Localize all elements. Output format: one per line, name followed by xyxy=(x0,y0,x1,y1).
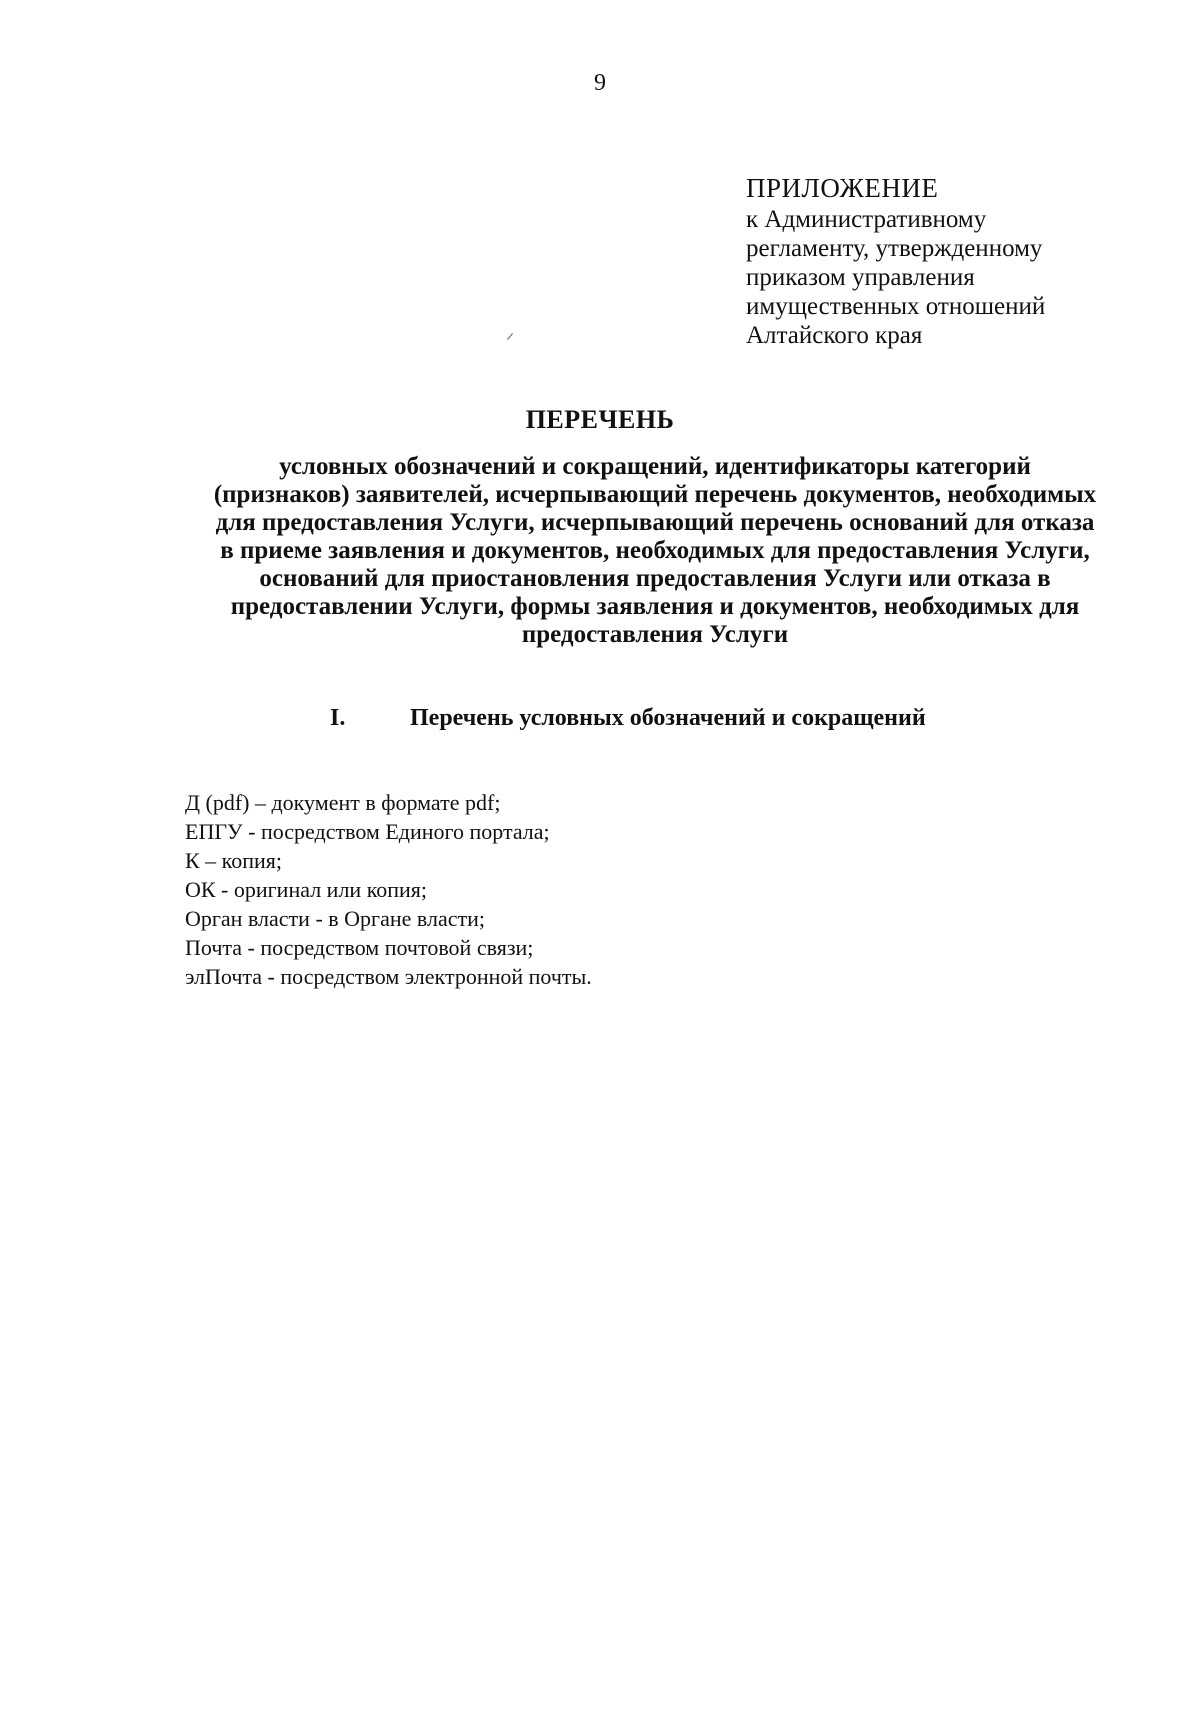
abbreviation-list xyxy=(185,788,1085,991)
abbreviation-item: Д (pdf) – документ в формате pdf; xyxy=(185,790,501,815)
page-number: 9 xyxy=(594,70,606,96)
abbreviation-item: К – копия; xyxy=(185,848,283,873)
document-title: ПЕРЕЧЕНЬ xyxy=(525,405,675,434)
appendix-line: регламенту, утвержденному xyxy=(746,235,1043,262)
appendix-block xyxy=(746,174,1166,350)
abbreviation-item: Орган власти - в Органе власти; xyxy=(185,906,485,931)
abbreviation-item: Почта - посредством почтовой связи; xyxy=(185,935,534,960)
subtitle-line: условных обозначений и сокращений, идентификаторы категорий xyxy=(279,453,1031,480)
document-subtitle xyxy=(180,453,1130,649)
appendix-line: к Административному xyxy=(746,206,987,233)
appendix-line: приказом управления xyxy=(746,264,975,291)
abbreviation-item: ОК - оригинал или копия; xyxy=(185,877,428,902)
subtitle-line: предоставления Услуги xyxy=(521,621,789,648)
stray-pen-mark xyxy=(507,333,513,340)
subtitle-line: (признаков) заявителей, исчерпывающий перечень документов, необходимых xyxy=(213,481,1097,508)
subtitle-line: предоставлении Услуги, формы заявления и документов, необходимых для xyxy=(230,593,1080,620)
appendix-line: Алтайского края xyxy=(746,322,923,349)
subtitle-line: оснований для приостановления предоставления Услуги или отказа в xyxy=(259,565,1051,592)
appendix-line: имущественных отношений xyxy=(746,293,1046,320)
section-title: Перечень условных обозначений и сокращений xyxy=(410,705,926,731)
abbreviation-item: элПочта - посредством электронной почты. xyxy=(185,964,592,989)
subtitle-line: в приеме заявления и документов, необходимых для предоставления Услуги, xyxy=(220,537,1090,564)
abbreviation-item: ЕПГУ - посредством Единого портала; xyxy=(185,819,550,844)
section-number: I. xyxy=(330,705,346,731)
subtitle-line: для предоставления Услуги, исчерпывающий перечень оснований для отказа xyxy=(215,509,1095,536)
appendix-title: ПРИЛОЖЕНИЕ xyxy=(746,173,939,203)
